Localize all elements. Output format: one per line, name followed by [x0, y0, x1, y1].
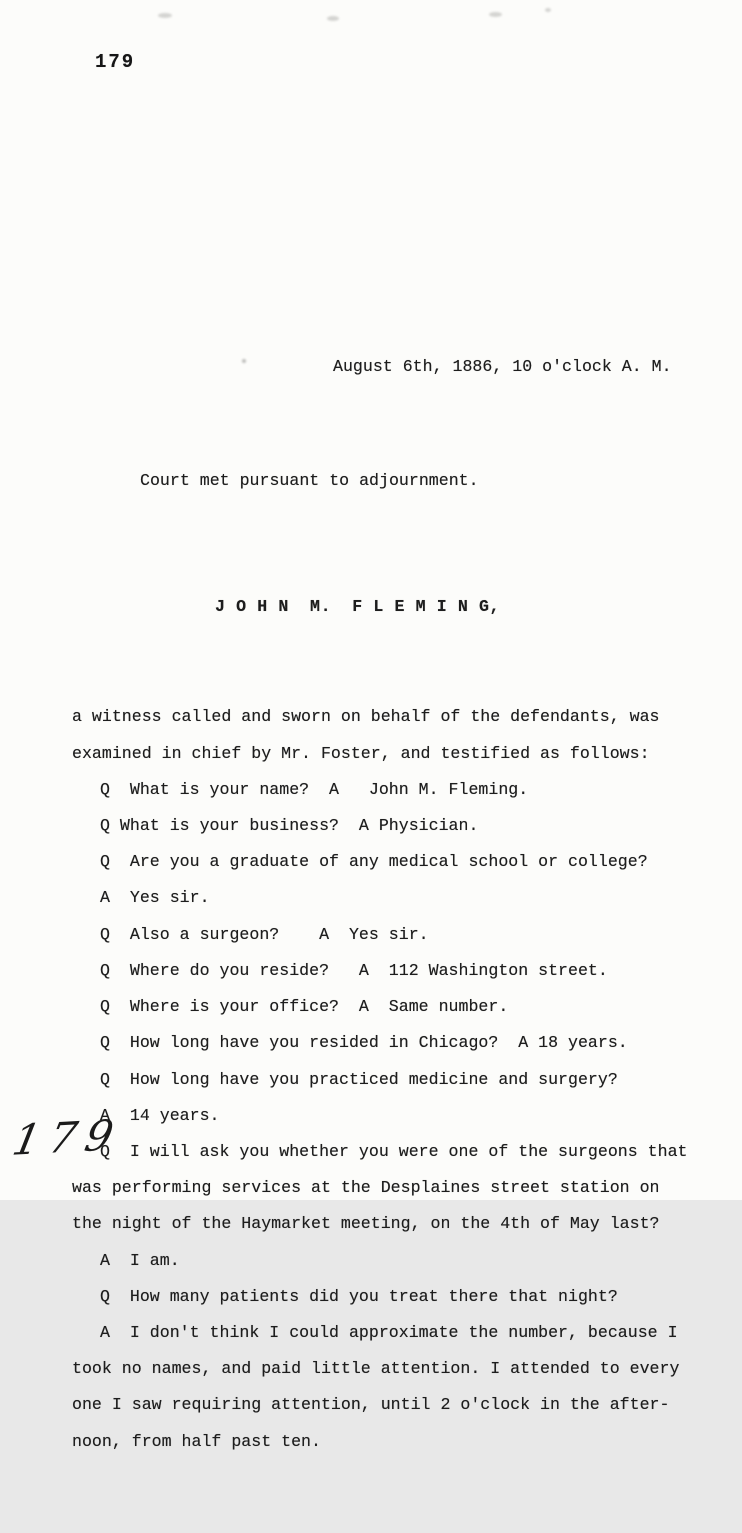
transcript-line: examined in chief by Mr. Foster, and testified as follows: — [72, 743, 650, 763]
scan-speck — [158, 13, 172, 18]
transcript-line: Q How long have you resided in Chicago? A 18 years. — [100, 1033, 628, 1053]
transcript-line: noon, from half past ten. — [72, 1431, 321, 1451]
dateline: August 6th, 1886, 10 o'clock A. M. — [333, 356, 672, 376]
scan-speck — [489, 12, 502, 17]
transcript-line: one I saw requiring attention, until 2 o'clock in the after- — [72, 1395, 670, 1415]
scan-speck — [327, 16, 339, 21]
transcript-line: took no names, and paid little attention. I attended to every — [72, 1359, 680, 1379]
transcript-line: A I don't think I could approximate the number, because I — [100, 1322, 678, 1342]
transcript-line: Q Are you a graduate of any medical school or college? — [100, 852, 648, 872]
transcript-content — [72, 276, 712, 1533]
transcript-line: Q Also a surgeon? A Yes sir. — [100, 924, 429, 944]
transcript-line: was performing services at the Desplaines street station on — [72, 1178, 660, 1198]
handwritten-page-number: 179 — [8, 1110, 127, 1165]
transcript-line: Q Where is your office? A Same number. — [100, 997, 509, 1017]
scan-speck — [545, 8, 551, 12]
witness-name-heading: J O H N M. F L E M I N G, — [215, 597, 501, 617]
transcript-line: A 14 years. — [100, 1105, 220, 1125]
transcript-line: Q How many patients did you treat there that night? — [100, 1286, 618, 1306]
transcript-line: Q How long have you practiced medicine and surgery? — [100, 1069, 618, 1089]
transcript-line: Q Where do you reside? A 112 Washington street. — [100, 960, 608, 980]
transcript-line: A Yes sir. — [100, 888, 210, 908]
transcript-line: Q I will ask you whether you were one of the surgeons that — [100, 1141, 688, 1161]
transcript-line: the night of the Haymarket meeting, on the 4th of May last? — [72, 1214, 660, 1234]
typed-page-number: 179 — [95, 51, 136, 73]
court-session-note: Court met pursuant to adjournment. — [140, 471, 479, 491]
transcript-line: a witness called and sworn on behalf of the defendants, was — [72, 707, 660, 727]
transcript-line: Q What is your name? A John M. Fleming. — [100, 779, 529, 799]
transcript-line: A I am. — [100, 1250, 180, 1270]
transcript-line: Q What is your business? A Physician. — [100, 816, 479, 836]
transcript-body — [72, 699, 712, 1459]
